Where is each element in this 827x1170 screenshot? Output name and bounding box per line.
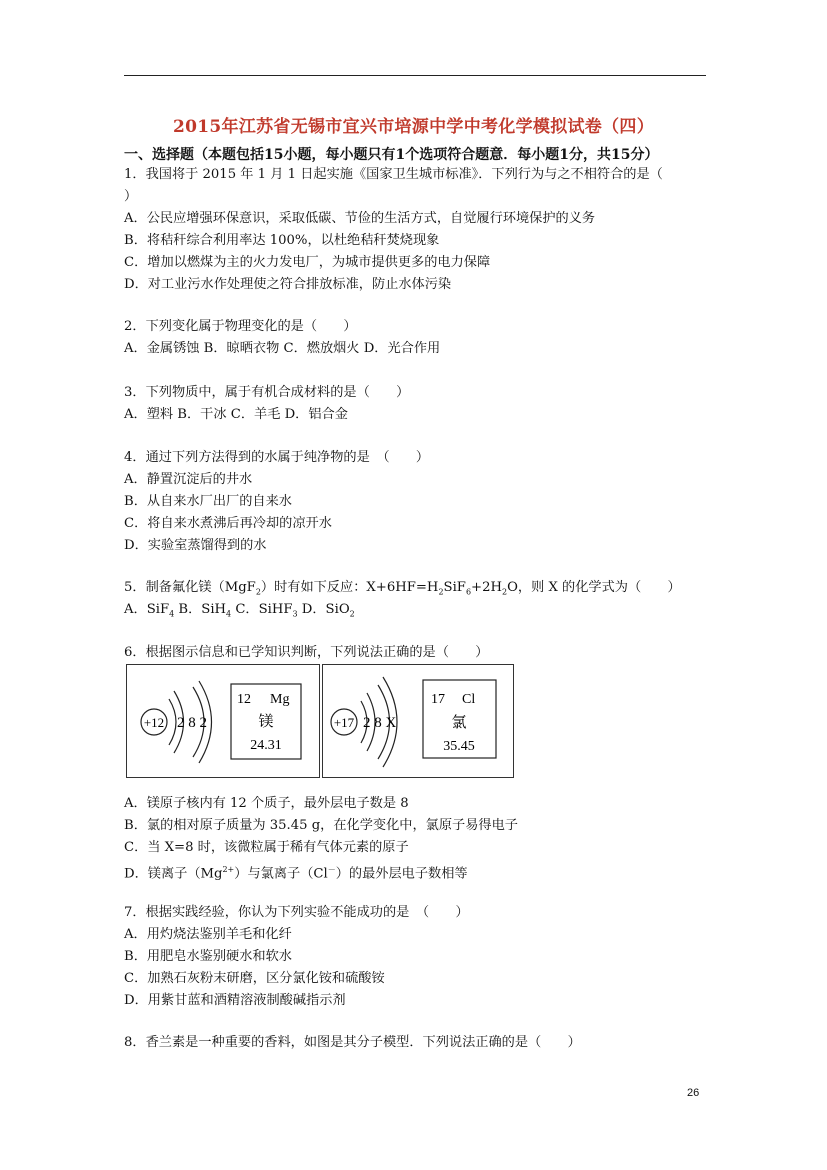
q6-option-a: A．镁原子核内有 12 个质子，最外层电子数是 8 <box>124 796 409 811</box>
q7-option-a: A．用灼烧法鉴别羊毛和化纤 <box>124 927 292 942</box>
q4-option-a: A．静置沉淀后的井水 <box>124 472 253 487</box>
section-heading: 一、选择题（本题包括15小题，每小题只有1个选项符合题意．每小题1分，共15分） <box>124 147 659 163</box>
q3-options: A．塑料 B．干冰 C．羊毛 D．铝合金 <box>124 407 348 422</box>
page-title: 2015年江苏省无锡市宜兴市培源中学中考化学模拟试卷（四） <box>172 117 654 137</box>
q5-options: A．SiF$_4$ B．SiH$_4$ C．SiHF$_3$ D．SiO$_2$ <box>124 602 355 619</box>
q4-stem: 4．通过下列方法得到的水属于纯净物的是 （ ） <box>124 450 430 465</box>
chlorine-atom-diagram <box>323 665 515 779</box>
mg-shell-arc-1 <box>169 699 176 745</box>
q5-stem: 5．制备氟化镁（MgF$_2$）时有如下反应：$X+6HF=H_2SiF_6+2H_2O$，则 X 的化学式为（ ） <box>124 580 681 597</box>
magnesium-atom-figure <box>126 664 320 778</box>
cl-atomic-mass: 35.45 <box>443 739 475 754</box>
q1-stem: 1．我国将于 2015 年 1 月 1 日起实施《国家卫生城市标准》．下列行为与之不相符合的是（ <box>124 167 663 182</box>
q1-stem-close: ） <box>124 189 138 204</box>
q7-option-b: B．用肥皂水鉴别硬水和软水 <box>124 949 292 964</box>
q4-option-c: C．将自来水煮沸后再冷却的凉开水 <box>124 516 332 531</box>
mg-atomic-mass: 24.31 <box>250 738 282 753</box>
cl-symbol: Cl <box>462 692 476 707</box>
q7-option-c: C．加熟石灰粉末研磨，区分氯化铵和硫酸铵 <box>124 971 385 986</box>
q6-option-b: B．氯的相对原子质量为 35.45 g，在化学变化中，氯原子易得电子 <box>124 818 518 833</box>
q4-option-b: B．从自来水厂出厂的自来水 <box>124 494 292 509</box>
q7-stem: 7．根据实践经验，你认为下列实验不能成功的是 （ ） <box>124 905 469 920</box>
q1-option-c: C．增加以燃煤为主的火力发电厂，为城市提供更多的电力保障 <box>124 255 491 270</box>
mg-atomic-number: 12 <box>237 692 251 707</box>
cl-nucleus-label: +17 <box>333 715 355 730</box>
q2-stem: 2．下列变化属于物理变化的是（ ） <box>124 319 357 334</box>
mg-electron-shells: 2 8 2 <box>177 715 207 731</box>
q6-option-d: D．镁离子$(Mg^{2+})$与氯离子（Cl－）的最外层电子数相等 <box>124 865 468 882</box>
mg-name: 镁 <box>258 712 274 730</box>
q6-option-c: C．当 X=8 时，该微粒属于稀有气体元素的原子 <box>124 840 409 855</box>
q8-stem: 8．香兰素是一种重要的香料，如图是其分子模型．下列说法正确的是（ ） <box>124 1035 581 1050</box>
q7-option-d: D．用紫甘蓝和酒精溶液制酸碱指示剂 <box>124 993 346 1008</box>
q1-option-d: D．对工业污水作处理使之符合排放标准，防止水体污染 <box>124 277 452 292</box>
q4-option-d: D．实验室蒸馏得到的水 <box>124 538 267 553</box>
header-rule <box>124 75 706 76</box>
mg-symbol: Mg <box>270 692 290 707</box>
q2-options: A．金属锈蚀 B．晾晒衣物 C．燃放烟火 D．光合作用 <box>124 341 441 356</box>
magnesium-atom-diagram <box>127 665 321 779</box>
q3-stem: 3．下列物质中，属于有机合成材料的是（ ） <box>124 385 410 400</box>
q1-option-b: B．将秸秆综合利用率达 100%，以杜绝秸秆焚烧现象 <box>124 233 440 248</box>
page-number: 26 <box>687 1087 700 1099</box>
q6-stem: 6．根据图示信息和已学知识判断，下列说法正确的是（ ） <box>124 645 489 660</box>
q1-option-a: A．公民应增强环保意识，采取低碳、节俭的生活方式，自觉履行环境保护的义务 <box>124 211 596 226</box>
mg-nucleus-label: +12 <box>143 715 165 730</box>
chlorine-atom-figure <box>322 664 514 778</box>
cl-electron-shells: 2 8 X <box>363 715 397 731</box>
cl-name: 氯 <box>451 713 467 731</box>
cl-atomic-number: 17 <box>431 692 445 707</box>
